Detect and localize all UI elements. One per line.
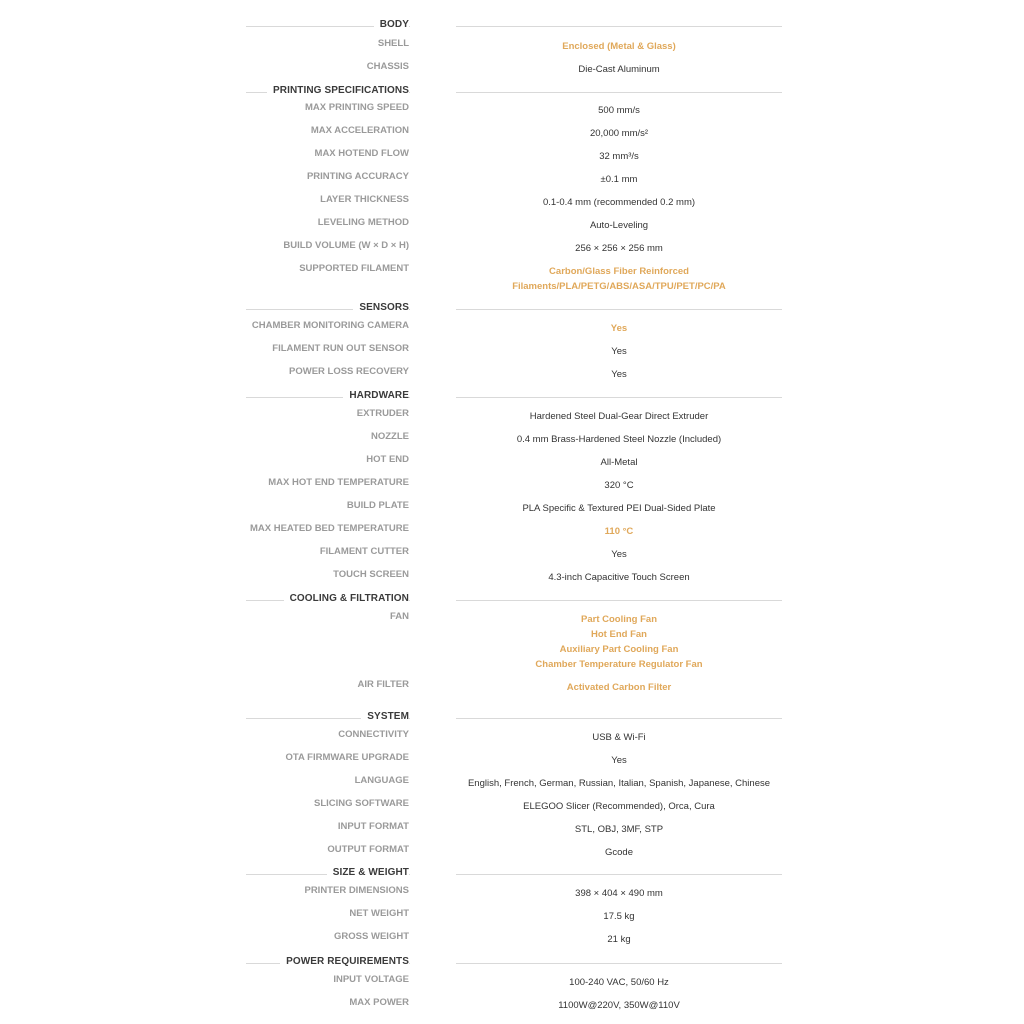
- spec-value-line: ELEGOO Slicer (Recommended), Orca, Cura: [523, 801, 715, 812]
- section-header-sensors: [0, 299, 1024, 319]
- spec-value: [456, 241, 782, 256]
- section-divider-right: [456, 26, 782, 27]
- spec-value-line: 0.4 mm Brass-Hardened Steel Nozzle (Included): [516, 434, 722, 445]
- spec-label: SHELL: [377, 38, 409, 49]
- spec-value: [456, 799, 782, 814]
- spec-value-line: Enclosed (Metal & Glass): [562, 41, 676, 52]
- spec-value: [456, 524, 782, 539]
- section-divider-right: [456, 92, 782, 93]
- spec-value-line: 110 °C: [604, 526, 634, 537]
- spec-value-line: ±0.1 mm: [600, 174, 638, 185]
- spec-value: [456, 570, 782, 585]
- spec-value: [456, 547, 782, 562]
- section-header-size-weight: [0, 864, 1024, 884]
- spec-value: [456, 845, 782, 860]
- spec-value: [456, 998, 782, 1013]
- spec-label: EXTRUDER: [356, 408, 409, 419]
- section-header-body: [0, 16, 1024, 36]
- spec-value-line: 0.1-0.4 mm (recommended 0.2 mm): [542, 197, 696, 208]
- section-header-system: [0, 708, 1024, 728]
- spec-value: [456, 612, 782, 672]
- spec-value-line: PLA Specific & Textured PEI Dual-Sided Plate: [522, 503, 716, 514]
- spec-value: [456, 932, 782, 947]
- spec-value-line: USB & Wi-Fi: [592, 732, 646, 743]
- section-title: POWER REQUIREMENTS: [280, 955, 409, 969]
- spec-label: PRINTER DIMENSIONS: [304, 885, 409, 896]
- spec-value-line: Carbon/Glass Fiber Reinforced: [549, 266, 689, 277]
- spec-value: [456, 195, 782, 210]
- spec-value-line: Hot End Fan: [591, 629, 647, 640]
- spec-label: GROSS WEIGHT: [334, 931, 409, 942]
- spec-value: [456, 321, 782, 336]
- spec-label: LANGUAGE: [354, 775, 409, 786]
- spec-label: LEVELING METHOD: [317, 217, 409, 228]
- spec-label: FILAMENT CUTTER: [319, 546, 409, 557]
- spec-label: CHAMBER MONITORING CAMERA: [251, 320, 409, 331]
- spec-label: SLICING SOFTWARE: [314, 798, 409, 809]
- section-divider-right: [456, 963, 782, 964]
- spec-value-line: 320 °C: [604, 480, 634, 491]
- section-divider-right: [456, 397, 782, 398]
- spec-value: [456, 264, 782, 294]
- section-title: COOLING & FILTRATION: [284, 592, 409, 606]
- spec-value: [456, 730, 782, 745]
- spec-label: MAX HOTEND FLOW: [314, 148, 409, 159]
- spec-value-line: Yes: [611, 369, 627, 380]
- spec-label: POWER LOSS RECOVERY: [289, 366, 409, 377]
- spec-value-line: Chamber Temperature Regulator Fan: [535, 659, 703, 670]
- spec-label: MAX PRINTING SPEED: [305, 102, 409, 113]
- spec-label: FAN: [390, 611, 409, 622]
- spec-value-line: 32 mm³/s: [599, 151, 639, 162]
- spec-value: [456, 149, 782, 164]
- spec-value: [456, 409, 782, 424]
- spec-value-line: 4.3-inch Capacitive Touch Screen: [548, 572, 690, 583]
- spec-value-line: All-Metal: [600, 457, 638, 468]
- section-title: SENSORS: [353, 301, 409, 315]
- spec-label: BUILD VOLUME (W × D × H): [283, 240, 409, 251]
- spec-label: NOZZLE: [371, 431, 409, 442]
- spec-value-line: 20,000 mm/s²: [589, 128, 649, 139]
- section-title: PRINTING SPECIFICATIONS: [267, 84, 409, 98]
- spec-value-line: Gcode: [605, 847, 633, 858]
- section-divider-right: [456, 309, 782, 310]
- spec-value-line: Yes: [611, 346, 627, 357]
- section-header-printing-specifications: [0, 82, 1024, 102]
- section-header-hardware: [0, 387, 1024, 407]
- spec-value-line: Die-Cast Aluminum: [578, 64, 660, 75]
- spec-label: MAX ACCELERATION: [310, 125, 409, 136]
- spec-value: [456, 822, 782, 837]
- spec-value: [456, 455, 782, 470]
- spec-label: FILAMENT RUN OUT SENSOR: [272, 343, 409, 354]
- spec-label: LAYER THICKNESS: [320, 194, 409, 205]
- spec-label: BUILD PLATE: [346, 500, 409, 511]
- spec-value-line: Filaments/PLA/PETG/ABS/ASA/TPU/PET/PC/PA: [512, 281, 726, 292]
- spec-label: INPUT VOLTAGE: [333, 974, 409, 985]
- section-divider-right: [456, 874, 782, 875]
- spec-value: [456, 367, 782, 382]
- spec-label: TOUCH SCREEN: [333, 569, 409, 580]
- spec-value: [456, 218, 782, 233]
- spec-value: [456, 776, 782, 791]
- spec-label: MAX POWER: [349, 997, 409, 1008]
- spec-value-line: Auxiliary Part Cooling Fan: [559, 644, 679, 655]
- spec-value: [456, 501, 782, 516]
- spec-label: INPUT FORMAT: [337, 821, 409, 832]
- section-title: SYSTEM: [361, 710, 409, 724]
- spec-value-line: Activated Carbon Filter: [566, 682, 672, 693]
- spec-label: NET WEIGHT: [349, 908, 409, 919]
- spec-label: OUTPUT FORMAT: [327, 844, 409, 855]
- spec-label: HOT END: [366, 454, 409, 465]
- spec-value: [456, 909, 782, 924]
- spec-value: [456, 39, 782, 54]
- spec-value: [456, 172, 782, 187]
- spec-value: [456, 126, 782, 141]
- section-divider-right: [456, 718, 782, 719]
- spec-value-line: 100-240 VAC, 50/60 Hz: [569, 977, 669, 988]
- spec-value-line: Hardened Steel Dual-Gear Direct Extruder: [529, 411, 709, 422]
- spec-value-line: 256 × 256 × 256 mm: [575, 243, 663, 254]
- section-header-cooling-filtration: [0, 590, 1024, 610]
- spec-label: CONNECTIVITY: [338, 729, 409, 740]
- spec-value-line: Yes: [610, 323, 628, 334]
- spec-value: [456, 975, 782, 990]
- spec-label: SUPPORTED FILAMENT: [299, 263, 409, 274]
- spec-label: MAX HEATED BED TEMPERATURE: [249, 523, 409, 534]
- spec-value-line: Auto-Leveling: [589, 220, 649, 231]
- spec-value-line: STL, OBJ, 3MF, STP: [574, 824, 664, 835]
- section-header-power-requirements: [0, 953, 1024, 973]
- section-title: BODY: [374, 18, 409, 32]
- spec-label: AIR FILTER: [357, 679, 409, 690]
- section-title: HARDWARE: [343, 389, 409, 403]
- spec-label: PRINTING ACCURACY: [306, 171, 409, 182]
- section-divider-right: [456, 600, 782, 601]
- spec-value: [456, 103, 782, 118]
- spec-value: [456, 62, 782, 77]
- spec-value-line: 1100W@220V, 350W@110V: [558, 1000, 680, 1011]
- spec-value-line: Yes: [611, 755, 627, 766]
- spec-value: [456, 478, 782, 493]
- spec-value: [456, 344, 782, 359]
- spec-value-line: 17.5 kg: [603, 911, 635, 922]
- spec-value: [456, 886, 782, 901]
- spec-value: [456, 753, 782, 768]
- spec-label: CHASSIS: [366, 61, 409, 72]
- spec-value-line: 398 × 404 × 490 mm: [575, 888, 663, 899]
- spec-value-line: 21 kg: [607, 934, 631, 945]
- spec-value-line: English, French, German, Russian, Italian, Spanish, Japanese, Chinese: [467, 778, 771, 789]
- section-title: SIZE & WEIGHT: [327, 866, 409, 880]
- spec-value: [456, 432, 782, 447]
- spec-value: [456, 680, 782, 695]
- spec-label: OTA FIRMWARE UPGRADE: [285, 752, 409, 763]
- spec-value-line: 500 mm/s: [598, 105, 640, 116]
- spec-value-line: Part Cooling Fan: [581, 614, 657, 625]
- spec-value-line: Yes: [611, 549, 627, 560]
- spec-label: MAX HOT END TEMPERATURE: [268, 477, 409, 488]
